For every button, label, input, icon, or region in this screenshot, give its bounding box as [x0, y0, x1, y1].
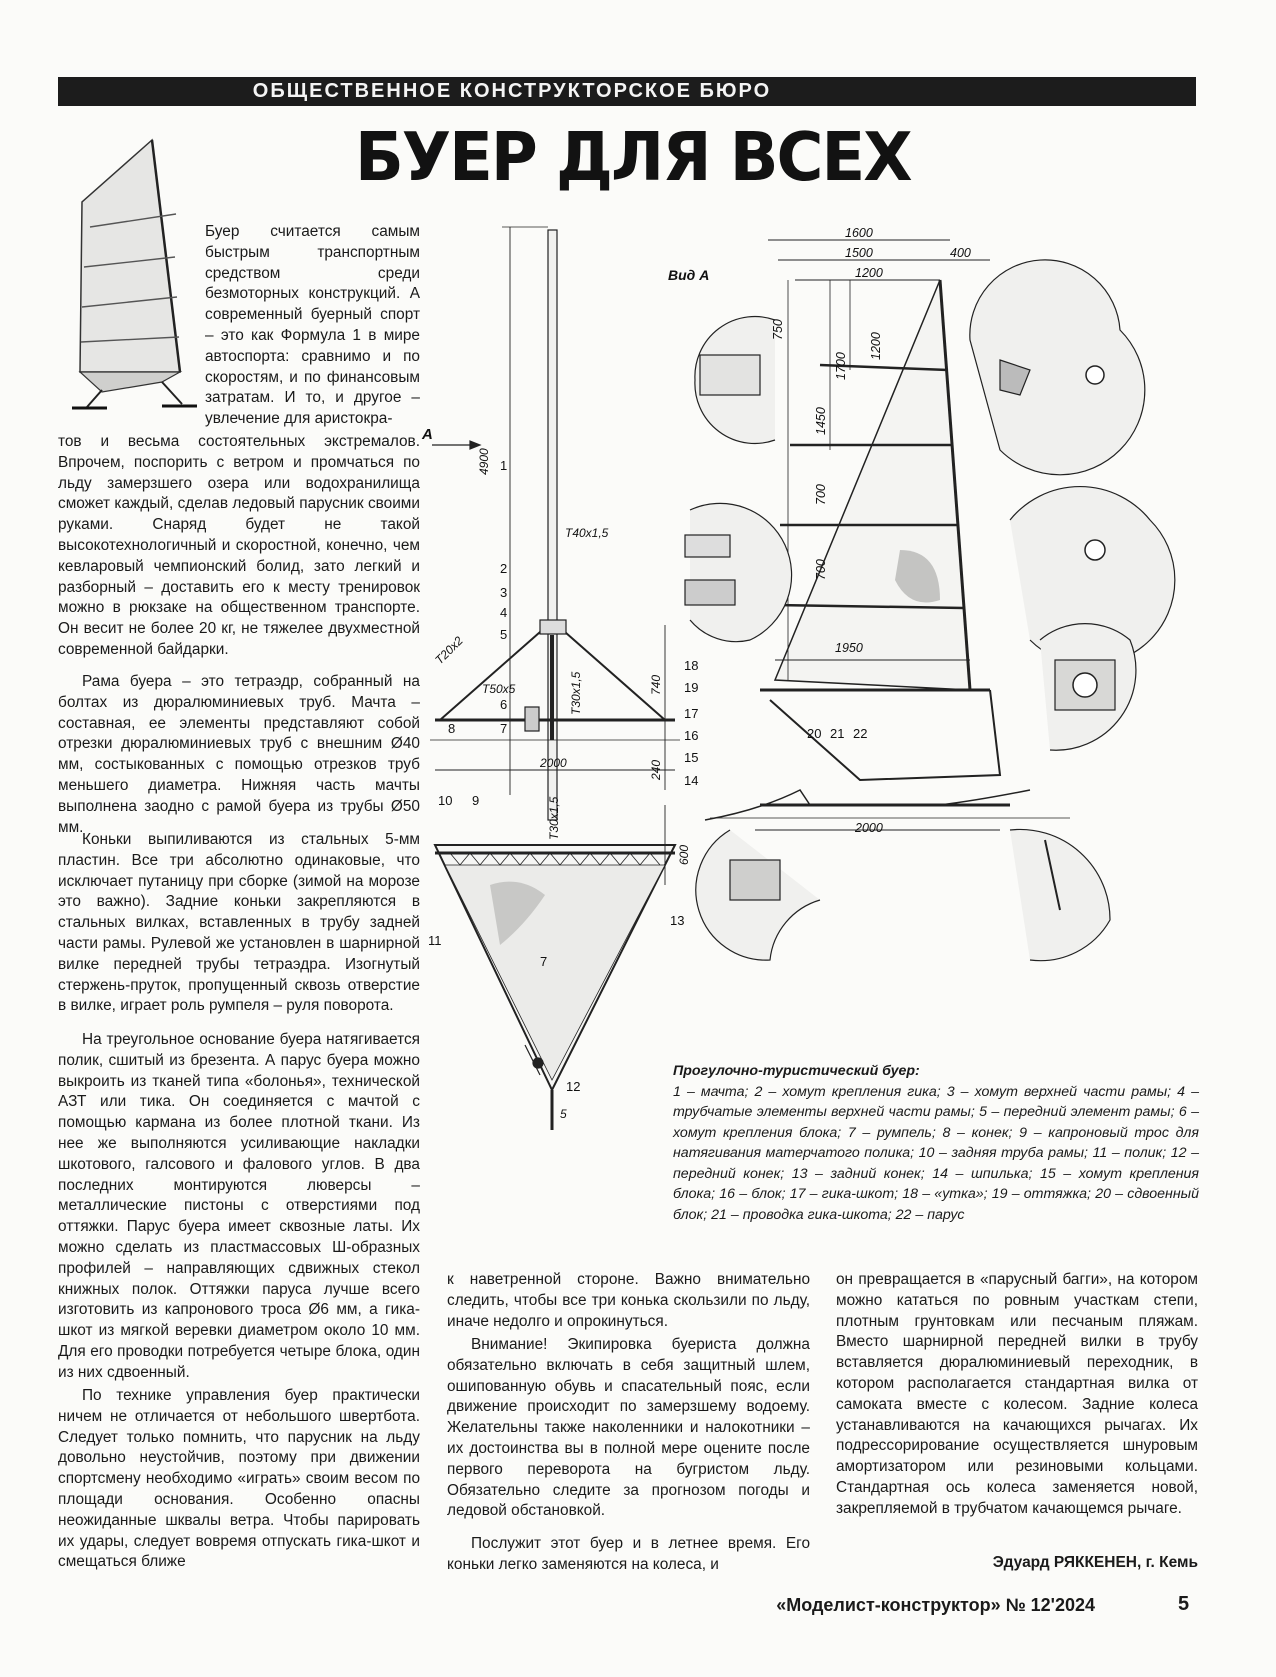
dim-t20: T20x2 — [432, 633, 466, 668]
label-9: 9 — [472, 793, 480, 808]
dim-1500: 1500 — [845, 246, 873, 260]
label-15: 15 — [684, 750, 699, 765]
dim-1450: 1450 — [814, 407, 828, 435]
dim-240: 240 — [649, 759, 663, 780]
label-7b: 7 — [540, 954, 548, 969]
dim-740: 740 — [649, 674, 663, 695]
article-paragraph-5: По технике управления буер практически ничем не отличается от небольшого швертбота. Следует только помнить, что парусник на льду довольно неустойчив, поэтому при движении спортсмену необходимо «играть» своим весом по площади основания. Особенно опасны неожиданные шквалы ветра. Чтобы парировать их удары, следует вовремя отпускать гика-шкот и смещаться ближе — [58, 1387, 420, 1571]
dim-1950: 1950 — [835, 641, 863, 655]
label-12: 12 — [566, 1079, 581, 1094]
dim-1700: 1700 — [834, 352, 848, 380]
dim-750: 750 — [771, 319, 785, 340]
article-author: Эдуард РЯККЕНЕН, г. Кемь — [992, 1554, 1198, 1571]
article-paragraph-7: Послужит этот буер и в летнее время. Его коньки легко заменяются на колеса, и — [447, 1535, 810, 1573]
rubric-banner: ОБЩЕСТВЕННОЕ КОНСТРУКТОРСКОЕ БЮРО — [58, 77, 1196, 106]
dim-1200a: 1200 — [855, 266, 883, 280]
label-5: 5 — [500, 627, 508, 642]
magazine-footer: «Моделист-конструктор» № 12'2024 — [776, 1595, 1095, 1615]
dim-t50: T50x5 — [482, 682, 516, 696]
article-paragraph-5-cont: к наветренной стороне. Важно внимательно следить, чтобы все три конька скользили по льду, иначе недолго и опрокинуться. — [447, 1271, 810, 1330]
dim-600: 600 — [677, 844, 691, 865]
label-6: 6 — [500, 697, 508, 712]
dim-2000a: 2000 — [540, 756, 567, 770]
dim-400: 400 — [950, 246, 971, 260]
label-20: 20 — [807, 726, 822, 741]
article-paragraph-7-cont: он превращается в «парусный багги», на котором можно кататься по ровным участкам степи, плотным грунтовкам или песчаным пляжам. Вместо шарнирной передней вилки в трубу вставляется дюралюминиевый переходник, в котором располагается стандартная вилка от самоката вместе с колесом. Задние колеса устанавливаются на качающихся рычагах. Их подрессорирование осуществляется шнуровым амортизатором или резиновыми кольцами. Стандартная ось колеса заменяется новой, закрепляемой в трубчатом качающемся рычаге. — [836, 1271, 1198, 1517]
label-8: 8 — [448, 721, 456, 736]
label-10: 10 — [438, 793, 453, 808]
label-16: 16 — [684, 728, 699, 743]
dim-t30a: T30x1,5 — [569, 671, 583, 715]
label-7: 7 — [500, 721, 508, 736]
label-14: 14 — [684, 773, 699, 788]
caption-title: Прогулочно-туристический буер: — [673, 1063, 920, 1079]
article-paragraph-2: Рама буера – это тетраэдр, собранный на болтах из дюралюминиевых труб. Мачта – составная, ее элементы представляют собой отрезки дюралюминиевых труб с внешним Ø40 мм, состыкованных с помощью отрезков труб меньшего диаметра. Нижняя часть мачты выполнена заодно с рамой буера из трубы Ø50 мм. — [58, 673, 420, 836]
figure-caption — [673, 1061, 1199, 1225]
label-17: 17 — [684, 706, 699, 721]
dim-t40: T40x1,5 — [565, 526, 609, 540]
dim-1200b: 1200 — [869, 332, 883, 360]
arrow-a-label: А — [422, 426, 433, 443]
article-paragraph-4: На треугольное основание буера натягивается полик, сшитый из брезента. А парус буера можно выкроить из тканей типа «болонья», технической АЗТ или тика. Он соединяется с мачтой с помощью кармана из более плотной ткани. Из нее же выполняются усиливающие накладки шкотового, галсового и фалового углов. В два последних монтируются люверсы – металлические пистоны с отверстиями под оттяжки. Парус буера имеет сквозные латы. Их можно сделать из пластмассовых Ш-образных профилей – направляющих сдвижных стекол книжных полок. Оттяжки паруса лучше всего изготовить из капронового троса Ø6 мм, а гика-шкот из мягкой веревки диаметром около 10 мм. Для его проводки потребуется четыре блока, один из них сдвоенный. — [58, 1031, 420, 1381]
view-a-label: Вид А — [668, 267, 710, 283]
label-19: 19 — [684, 680, 699, 695]
page-number: 5 — [1178, 1593, 1190, 1615]
dim-2000b: 2000 — [855, 821, 883, 835]
iceboat-sketch — [62, 132, 202, 412]
article-paragraph-3: Коньки выпиливаются из стальных 5-мм пластин. Все три абсолютно одинаковые, что исключает путаницу при сборке (зимой на морозе это важно). Задние коньки закрепляются в стальных вилках, вставленных в трубу задней части рамы. Рулевой же установлен в шарнирной вилке передней трубы тетраэдра. Изогнутый стержень-пруток, пропущенный сквозь отверстие в вилке, играет роль румпеля – руля поворота. — [58, 831, 420, 1015]
label-3: 3 — [500, 585, 508, 600]
article-title: БУЕР ДЛЯ ВСЕХ — [355, 119, 911, 197]
dim-t30b: T30x1,5 — [547, 796, 561, 840]
dim-5: 5 — [560, 1107, 567, 1121]
label-18: 18 — [684, 658, 699, 673]
dim-1600: 1600 — [845, 226, 873, 240]
label-22: 22 — [853, 726, 868, 741]
article-paragraph-1a: Буер считается самым быстрым транспортным средством среди безмоторных конструкций. А современный буерный спорт – это как Формула 1 в мире автоспорта: сравнимо и по скоростям, и по финансовым затратам. И то, и другое – увлечение для аристокра- — [205, 223, 420, 428]
label-2: 2 — [500, 561, 508, 576]
label-13: 13 — [670, 913, 685, 928]
label-4: 4 — [500, 605, 508, 620]
label-1: 1 — [500, 458, 508, 473]
label-11: 11 — [428, 933, 442, 948]
caption-text: 1 – мачта; 2 – хомут крепления гика; 3 – хомут верхней части рамы; 4 – трубчатые элементы верхней части рамы; 5 – передний элемент рамы; 6 – хомут крепления блока; 7 – румпель; 8 – конек; 9 – капроновый трос для натягивания матерчатого полика; 10 – задняя труба рамы; 11 – полик; 12 – передний конек; 13 – задний конек; 14 – шпилька; 15 – хомут крепления блока; 16 – блок; 17 – гика-шкот; 18 – «утка»; 19 – оттяжка; 20 – сдвоенный блок; 21 – проводка гика-шкота; 22 – парус — [673, 1083, 1199, 1223]
dim-700a: 700 — [814, 484, 828, 505]
article-paragraph-6: Внимание! Экипировка буериста должна обязательно включать в себя защитный шлем, ошипованную обувь и спасательный пояс, если движение происходит по замерзшему водоему. Желательны также наколенники и налокотники – их достоинства вы в полной мере оцените после первого переворота на бугристом льду. Обязательно следите за прогнозом погоды и ледовой обстановкой. — [447, 1336, 810, 1520]
article-paragraph-1b: тов и весьма состоятельных экстремалов. Впрочем, поспорить с ветром и промчаться по льду замерзшего озера или водохранилища сможет каждый, сделав ледовый парусник своими руками. Снаряд будет не такой высокотехнологичный и скоростной, конечно, чем кевларовый чемпионский болид, зато легкий и разборный – доставить его к месту тренировок можно в рюкзаке на общественном транспорте. Он весит не более 20 кг, не тяжелее двухместной современной байдарки. — [58, 433, 420, 658]
label-21: 21 — [830, 726, 845, 741]
dim-4900: 4900 — [477, 448, 491, 475]
dim-700b: 700 — [814, 559, 828, 580]
